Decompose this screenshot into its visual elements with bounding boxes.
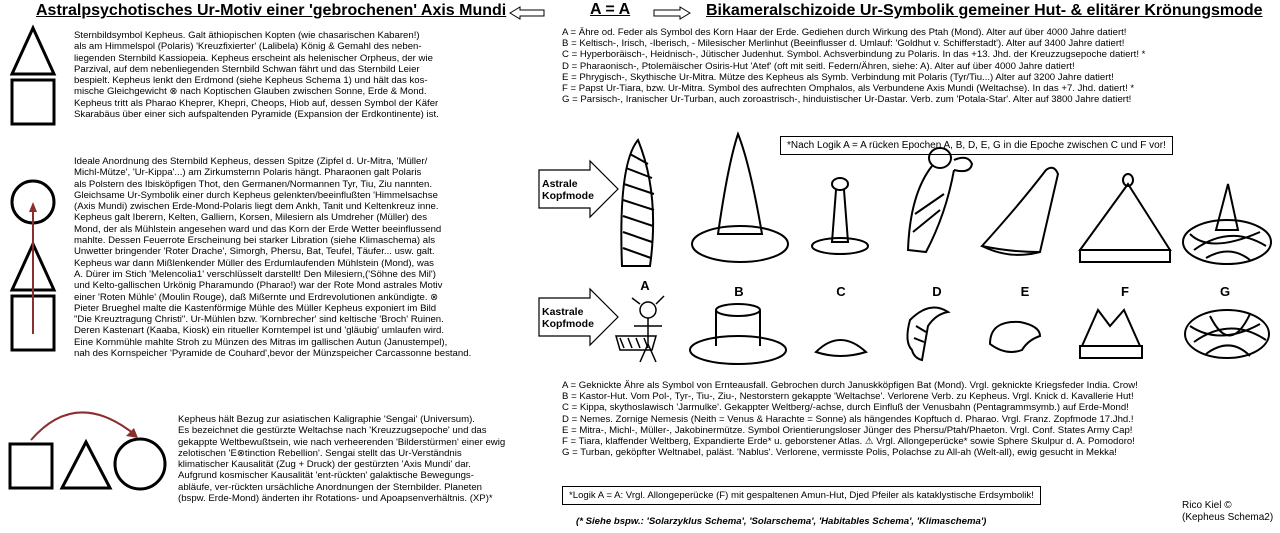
letter-E: E: [1020, 284, 1030, 299]
logic-note: *Nach Logik A = A rücken Epochen A, B, D, E, G in die Epoche zwischen C und F vor!: [780, 136, 1173, 155]
kepheus-axis-text: [74, 156, 534, 359]
letter-A: A: [640, 278, 650, 293]
hat-letters-row: [610, 278, 1280, 298]
text-line: Sternbildsymbol Kepheus. Galt äthiopischen Kopten (wie chasarischen Kabaren!): [74, 30, 420, 41]
text-line: nah des Kornspeicher 'Pyramide de Couhard',bevor der Münzspeicher Carcassonne bestand.: [74, 348, 472, 360]
signature-schema: (Kepheus Schema2): [1182, 512, 1274, 523]
text-line: mische Gleichgewicht ⊗ nach Koptischen Glauben zwischen Sonne, Erde & Mond.: [74, 86, 427, 98]
turban-G: [1183, 184, 1271, 264]
list-item: G = Turban, geköpfter Weltnabel, paläst. 'Nablus'. Verlorene, vermisste Polis, Polachse zu All-ah (Welt-all), ewig gesucht in Mekka!: [562, 447, 1117, 459]
sengai-symbol: [6, 388, 186, 498]
tiara-F: [1080, 174, 1170, 262]
top-hat-B: [690, 304, 786, 364]
signature: [1182, 500, 1273, 524]
figure-A: [616, 296, 664, 362]
text-line: abläufe, ver-rückten ursächliche Anordnungen der Sternbilder. Planeten: [178, 481, 482, 493]
list-item: D = Nemes. Zornige Nemesis (Neith = Venus & Harachte = Sonne) als hängendes Kopftuch d. Pharao. Vrgl. Franz. Zopfmode 17.Jhd.!: [562, 413, 1134, 425]
text-line: (Axis Mundi) zwischen Erde-Mond-Polaris liegt dem Ankh, Tanit und Keltenkreuz inne.: [74, 201, 439, 213]
right-title: Bikameralschizoide Ur-Symbolik gemeiner Hut- & elitärer Krönungsmode: [706, 2, 1263, 19]
text-line: Kepheus hält Bezug zur asiatischen Kaligraphie 'Sengai' (Universum).: [178, 414, 475, 425]
list-item: A = Ähre od. Feder als Symbol des Korn Haar der Erde. Gediehen durch Wirkung des Ptah (Mond). Alter auf über 4000 Jahre datiert!: [562, 27, 1127, 38]
letter-C: C: [836, 284, 846, 299]
kippa-C: [816, 340, 866, 356]
text-line: als am Himmelspol (Polaris) 'Kreuzfixierter' (Lalibela) König & Gemahl des neben-: [74, 41, 422, 53]
list-item: E = Mitra-, Michl-, Müller-, Jakobinermütze. Symbol Orientierungsloser Jünger des Phersu/Ptah/Phaeton. Vrgl. Conf. States Army Cap!: [562, 424, 1133, 436]
text-line: Deren Kastenart (Kaaba, Kiosk) ein ritueller Korntempel ist und 'gläubig' umlaufen wird.: [74, 325, 445, 337]
pyramid-house-symbol: [8, 24, 68, 144]
hat-list-top: [562, 27, 1274, 105]
list-item: D = Pharaonisch-, Ptolemäischer Osiris-Hut 'Atef' (oft mit seitl. Federn/Ähren, siehe: A). Alter auf über 4000 Jahre datiert!: [562, 60, 1075, 72]
list-item: A = Geknickte Ähre als Symbol von Ernteausfall. Gebrochen durch Januskköpfigen Bat (Mond). Vrgl. geknickte Kriegsfeder India. Crow!: [562, 380, 1138, 391]
letter-D: D: [932, 284, 942, 299]
text-line: Michl-Mütze', 'Ur-Kippa'...) am Zirkumsternn Polaris hängt. Pharaonen galt Polaris: [74, 167, 422, 179]
letter-G: G: [1219, 284, 1231, 299]
text-line: Es bezeichnet die gestürzte Weltachse nach 'Kreuzzugsepoche' und das: [178, 425, 487, 437]
text-line: klimatischer Kausalität (Zug + Druck) der gestürzten 'Axis Mundi' dar.: [178, 459, 471, 471]
list-item: B = Kastor-Hut. Vom Pol-, Tyr-, Tiu-, Ziu-, Nestorstern gekappte 'Weltachse'. Verlorene Verb. zu Kepheus. Vrgl. Knick d. Kavallerie Hut!: [562, 391, 1134, 403]
text-line: und Kelto-gallischen Urkönig Pharamundo (Pharao!) war der Rote Mond astrales Motiv: [74, 280, 443, 292]
text-line: Aufgrund kosmischer Kausalität 'ent-rückten' galaktische Bewegungs-: [178, 470, 474, 482]
list-item: C = Kippa, skythoslawisch 'Jarmulke'. Gekappter Weltberg/-achse, durch Einfluß der Venusbahn (Pentagrammsymb.) auf Erde-Mond!: [562, 402, 1129, 414]
list-item: B = Keltisch-, Irisch, -Iberisch, - Milesischer Merlinhut (Beeinflusser d. Umlauf: 'Goldhut v. Schifferstadt'). Alter auf 3400 Jahre datiert!: [562, 38, 1125, 50]
letter-F: F: [1121, 284, 1129, 299]
list-item: F = Tiara, klaffender Weltberg, Expandierte Erde* u. geborstener Atlas. ⚠ Vrgl. Allongeperücke* sowie Sphere Skulpur d. A. Pomodoro!: [562, 436, 1135, 448]
pointed-hat-B: [692, 134, 788, 262]
text-line: mahlte. Dessen Feuerrote Erscheinung bei starker Libration (siehe Klimaschema) als: [74, 235, 435, 247]
jewish-hat-C: [812, 178, 868, 254]
text-line: gekappte Weltbewußtsein, wie nach verheerenden 'Bilderstürmen' einer ewig: [178, 436, 506, 448]
text-line: Skarabäus über einer sich aufspaltenden Pyramide (Expansion der Erdkontinente) ist.: [74, 109, 439, 121]
feather-hat-A: [621, 140, 654, 266]
sengai-text: [178, 414, 558, 504]
text-line: (bspw. Erde-Mond) änderten ihr Rotations- und Apoapsenverhältnis. (XP)*: [178, 493, 493, 505]
list-item: G = Parsisch-, Iranischer Ur-Turban, auch zoroastrisch-, hinduistischer Ur-Dastar. Verb. zum 'Potala-Star'. Alter auf 3800 Jahre datiert!: [562, 94, 1132, 106]
text-line: einer 'Roten Mühle' (Moulin Rouge), daß Mißernte und Erdrevolutionen ankündigte. ⊗: [74, 291, 439, 303]
atef-hat-D: [908, 148, 972, 252]
double-arrow-icon: [508, 5, 588, 21]
footnote: (* Siehe bspw.: 'Solarzyklus Schema', 'Solarschema', 'Habitables Schema', 'Klimaschema'): [576, 516, 987, 527]
mitra-cap-E: [990, 322, 1040, 352]
list-item: C = Hyperboräisch-, Heidnisch-, Jütischer Judenhut. Symbol. Achsverbindung zu Polaris. In das +13. Jhd. der Kreuzzugsepoche datiert! *: [562, 49, 1146, 61]
kastral-hats-row: [610, 296, 1280, 376]
signature-name: Rico Kiel ©: [1182, 500, 1232, 511]
text-line: Kepheus galt Iberern, Kelten, Galliern, Korsen, Milesiern als Umdreher (Müller) des: [74, 212, 427, 224]
letter-B: B: [734, 284, 744, 299]
text-line: Ideale Anordnung des Sternbild Kepheus, dessen Spitze (Zipfel d. Ur-Mitra, 'Müller/: [74, 156, 428, 167]
text-line: liegenden Sternbild Kassiopeia. Kepheus erscheint als helenischer Orpheus, der wie: [74, 52, 433, 64]
text-line: Mond, der als Mühlstein angesehen ward und das Korn der Erde Wetter beeinflussend: [74, 223, 442, 235]
logic-box: *Logik A = A: Vrgl. Allongeperücke (F) mit gespaltenen Amun-Hut, Djed Pfeiler als kataklystische Erdsymbolik!: [562, 486, 1041, 505]
text-line: A. Dürer im Stich 'Melencolia1' verschlüsselt darstellt! Den Milesiern,('Söhne des Mil'): [74, 268, 436, 280]
kastral-label: Kastrale Kopfmode: [542, 306, 594, 330]
text-line: "Die Kreuztragung Christi". Ur-Mühlen bzw. 'Kornbrecher' sind keltische 'Broch' Ruinen.: [74, 314, 444, 326]
text-line: zelotischen 'E⊗tinction Rebellion'. Sengai stellt das Ur-Verständnis: [178, 447, 462, 459]
text-line: Kepheus tritt als Pharao Kheprer, Khepri, Cheops, Hiob auf, dessen Symbol der Käfer: [74, 97, 439, 109]
astral-label: Astrale Kopfmode: [542, 178, 594, 202]
text-line: als Polstern des Ibisköpfigen Thot, den Germanen/Normannen Tyr, Tiu, Ziu nannten.: [74, 178, 433, 190]
text-line: Pieter Brueghel malte die Kastenförmige Mühle des Müller Kepheus exponiert im Bild: [74, 302, 437, 314]
kepheus-intro-text: [74, 30, 534, 120]
text-line: Parzival, auf dem nebenliegenden Sternbild Schwan fährt und das Sternbild Leier: [74, 63, 420, 75]
text-line: Kepheus war dann Mißlenkender Müller des Erdumlaufenden Mühlstein (Mond), was: [74, 257, 434, 269]
equals-label: A = A: [590, 1, 631, 18]
list-item: E = Phrygisch-, Skythische Ur-Mitra. Mütze des Kepheus als Symb. Verbindung mit Polaris (Tyr/Tiu...) Alter auf 3200 Jahre datiert!: [562, 71, 1114, 83]
text-line: Gleichsame Ur-Symbolik einer durch Kepheus gelenkten/beeinflußten 'Himmelsachse: [74, 189, 438, 201]
text-line: Eine Kornmühle mahlte Stroh zu Münzen des Mitras im gallischen Autun (Janustempel),: [74, 336, 448, 348]
kepheus-axis-symbol: [8, 174, 68, 364]
left-title: Astralpsychotisches Ur-Motiv einer 'gebrochenen' Axis Mundi: [36, 2, 507, 19]
tiara-broken-F: [1080, 310, 1142, 358]
turban-broken-G: [1185, 310, 1269, 358]
nemes-D: [907, 308, 948, 361]
text-line: Unwetter bringender 'Roter Drache', Simorgh, Phersu, Bat, Teufel, Täufer... usw. galt.: [74, 246, 435, 258]
hat-list-bottom: [562, 380, 1274, 458]
list-item: F = Papst Ur-Tiara, bzw. Ur-Mitra. Symbol des aufrechten Omphalos, als Verbundene Axis Mundi (Weltachse). In das +7. Jhd. datiert! *: [562, 83, 1135, 95]
text-line: bespielt. Kepheus lenkt den Erdmond (siehe Kepheus Schema 1) und hält das kos-: [74, 75, 428, 87]
phrygian-cap-E: [982, 168, 1058, 255]
astral-hats-row: [610, 134, 1280, 274]
